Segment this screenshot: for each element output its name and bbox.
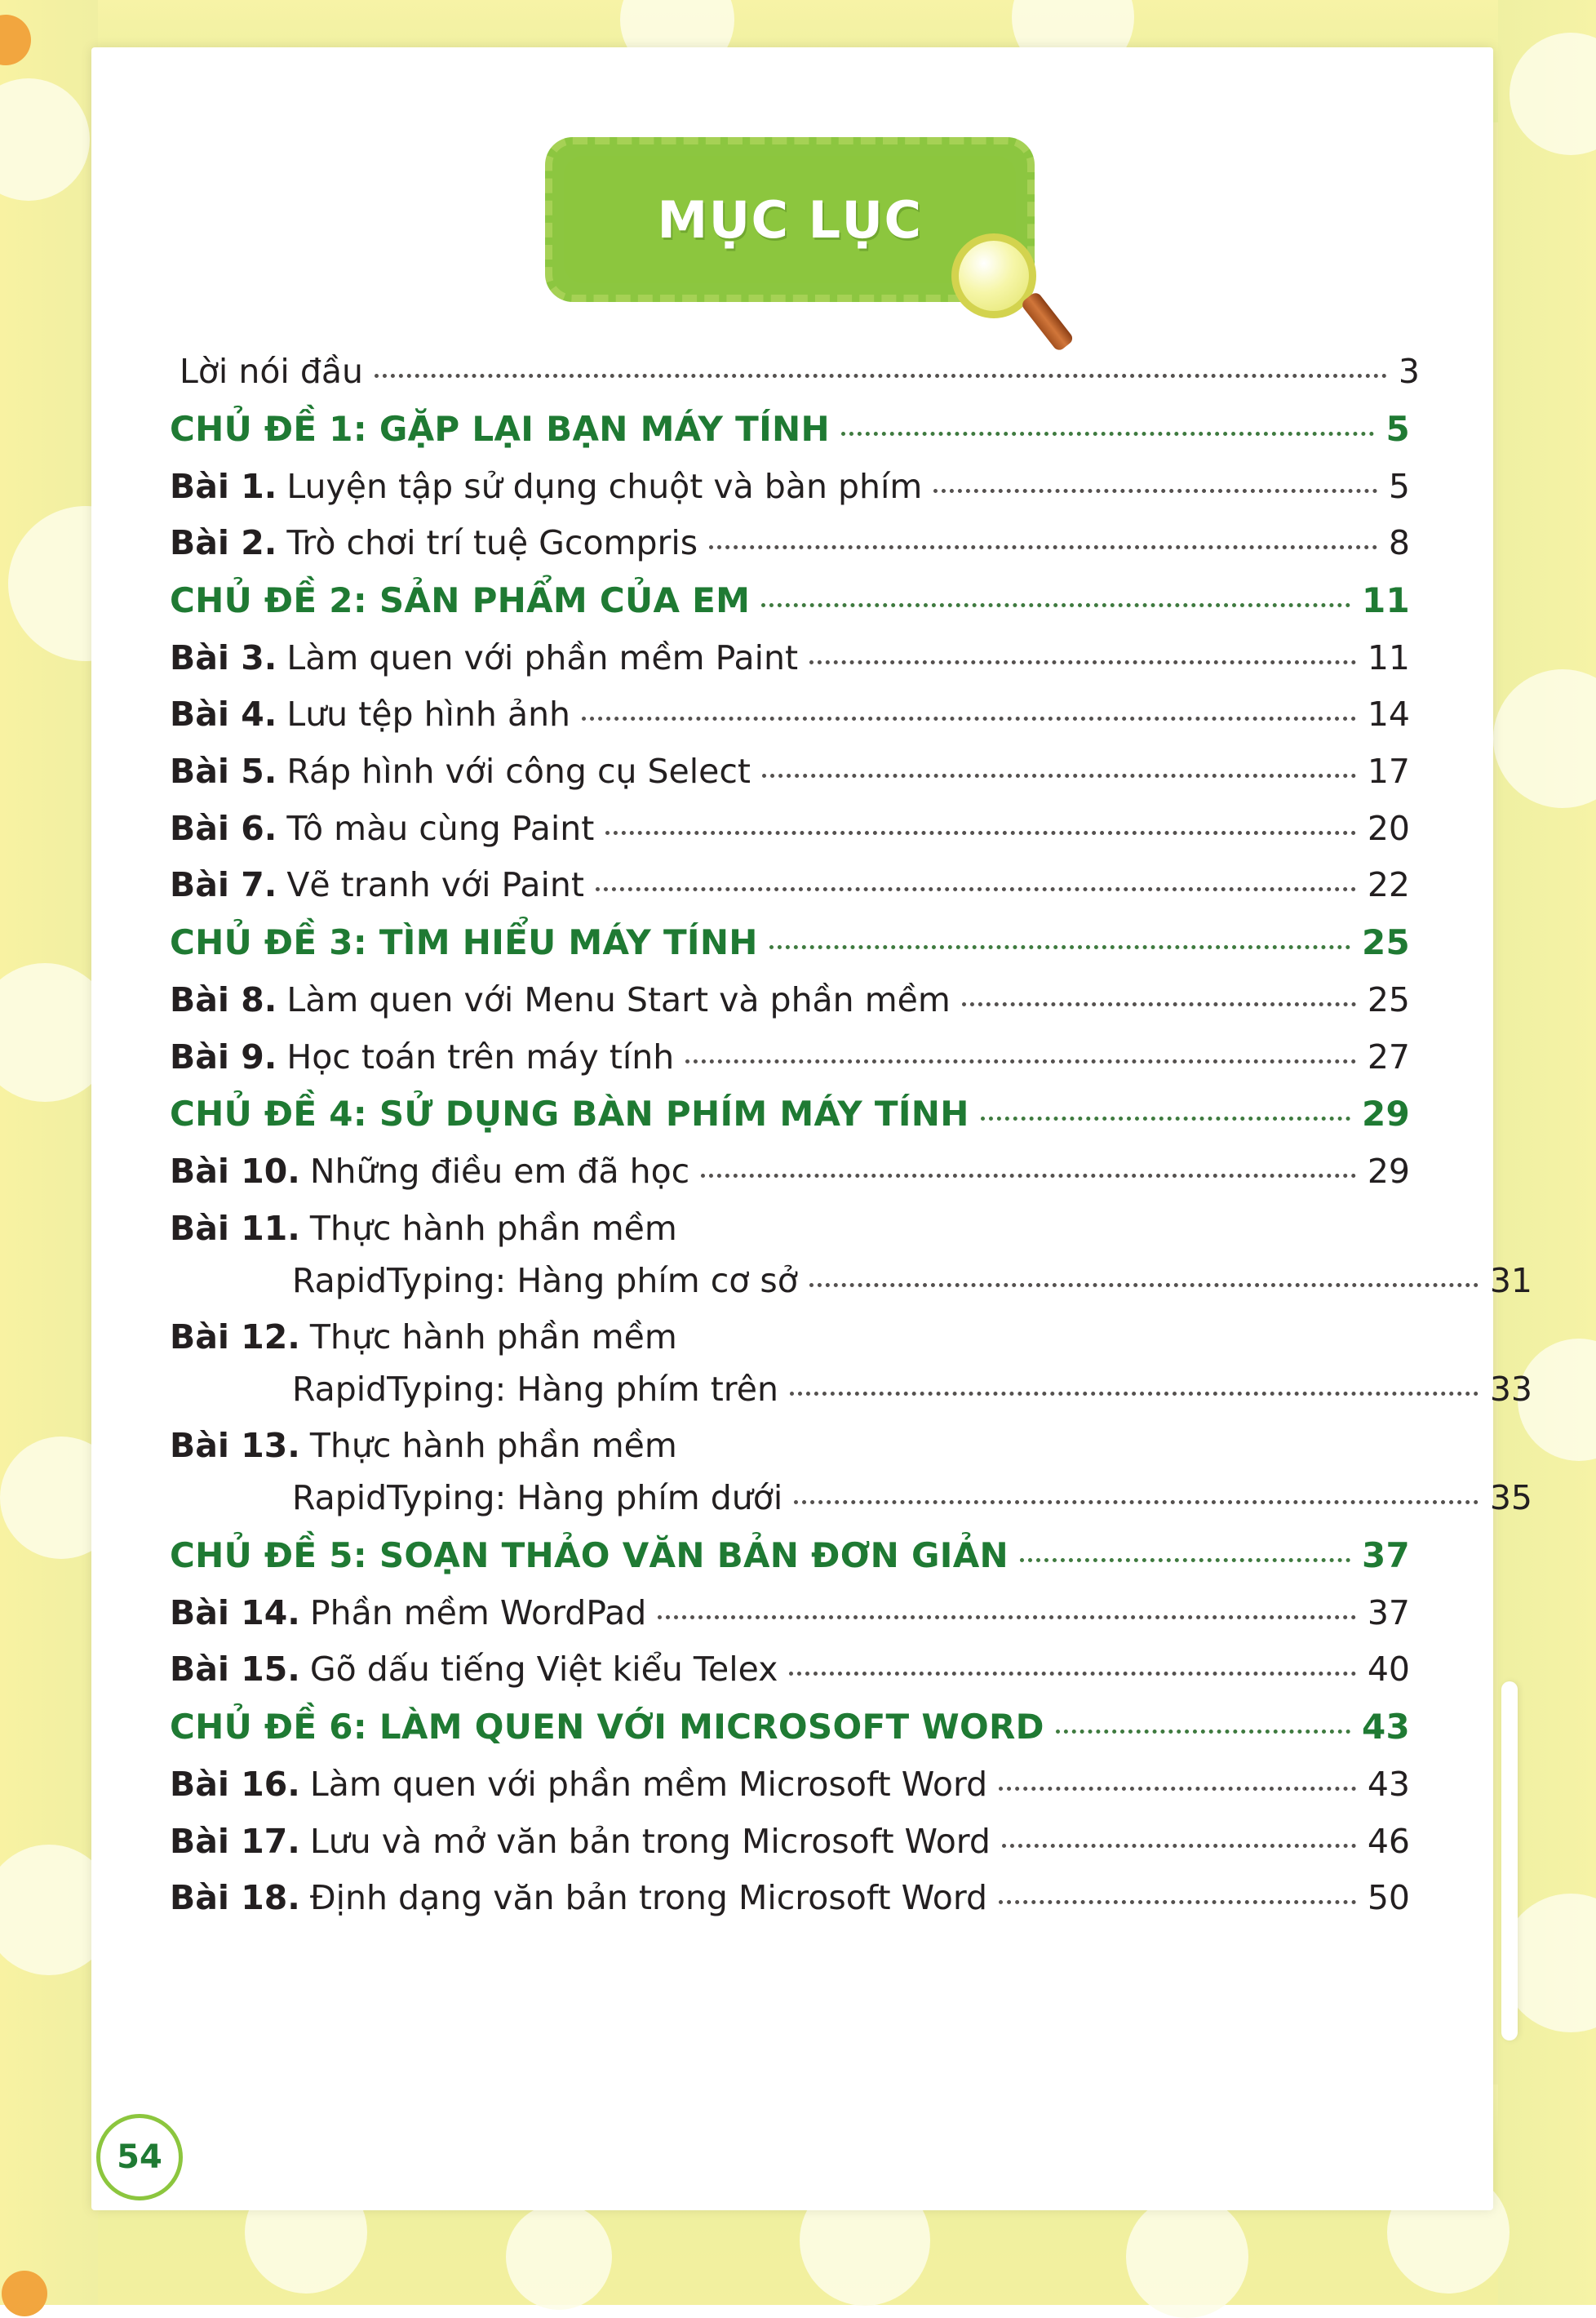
toc-lesson-number: Bài 7. — [170, 865, 277, 905]
toc-entry-label: CHỦ ĐỀ 4: SỬ DỤNG BÀN PHÍM MÁY TÍNH — [170, 1094, 969, 1135]
toc-entry-label: Lưu tệp hình ảnh — [286, 695, 571, 735]
toc-leader-dots — [981, 1116, 1350, 1121]
toc-entry-page: 37 — [1367, 1592, 1410, 1632]
toc-entry-label: Làm quen với Menu Start và phần mềm — [286, 979, 951, 1019]
toc-entry-label: Ráp hình với công cụ Select — [286, 752, 751, 792]
toc-leader-dots — [999, 1899, 1356, 1904]
toc-leader-dots — [375, 373, 1387, 378]
toc-leader-dots — [605, 830, 1356, 835]
toc-lesson-number: Bài 18. — [170, 1878, 300, 1918]
toc-entry-lesson-13-continuation[interactable] — [292, 1477, 1532, 1520]
toc-entry-label: Thực hành phần mềm — [309, 1208, 677, 1248]
toc-entry-page: 22 — [1367, 865, 1410, 905]
toc-entry-page: 33 — [1489, 1369, 1532, 1409]
toc-leader-dots — [596, 886, 1356, 891]
toc-leader-dots — [790, 1391, 1479, 1396]
toc-entry-label: Lưu và mở văn bản trong Microsoft Word — [309, 1821, 991, 1861]
toc-entry-lesson-16[interactable] — [170, 1764, 1410, 1806]
toc-entry-lesson-6[interactable] — [170, 808, 1410, 850]
toc-entry-preface[interactable] — [180, 351, 1420, 393]
toc-entry-label: Tô màu cùng Paint — [286, 808, 595, 848]
toc-entry-page: 17 — [1367, 752, 1410, 792]
toc-entry-label: Làm quen với phần mềm Paint — [286, 637, 799, 677]
toc-lesson-number: Bài 15. — [170, 1650, 300, 1690]
toc-entry-page: 11 — [1367, 637, 1410, 677]
toc-entry-label: Thực hành phần mềm — [309, 1426, 677, 1466]
toc-leader-dots — [809, 659, 1356, 664]
decorative-dot — [1126, 2196, 1248, 2318]
toc-entry-label: Định dạng văn bản trong Microsoft Word — [309, 1878, 987, 1918]
toc-lesson-number: Bài 10. — [170, 1152, 300, 1192]
toc-entry-page: 31 — [1489, 1260, 1532, 1300]
toc-leader-dots — [658, 1614, 1356, 1619]
toc-entry-page: 5 — [1388, 466, 1410, 506]
toc-entry-page: 25 — [1361, 922, 1410, 963]
toc-entry-label: Luyện tập sử dụng chuột và bàn phím — [286, 466, 923, 506]
toc-entry-page: 25 — [1367, 979, 1410, 1019]
toc-leader-dots — [809, 1282, 1479, 1287]
toc-entry-page: 43 — [1361, 1707, 1410, 1747]
table-of-contents — [170, 351, 1532, 1934]
toc-leader-dots — [761, 602, 1350, 607]
toc-entry-label: CHỦ ĐỀ 6: LÀM QUEN VỚI MICROSOFT WORD — [170, 1707, 1044, 1747]
toc-entry-label: RapidTyping: Hàng phím cơ sở — [292, 1260, 798, 1300]
toc-entry-page: 37 — [1361, 1534, 1410, 1575]
toc-entry-label: CHỦ ĐỀ 2: SẢN PHẨM CỦA EM — [170, 580, 751, 620]
toc-leader-dots — [582, 716, 1356, 721]
toc-leader-dots — [709, 544, 1377, 549]
toc-entry-page: 20 — [1367, 808, 1410, 848]
toc-chapter-2[interactable] — [170, 580, 1410, 623]
toc-entry-page: 11 — [1361, 580, 1410, 620]
toc-leader-dots — [933, 488, 1377, 493]
toc-entry-lesson-4[interactable] — [170, 694, 1410, 736]
toc-entry-lesson-1[interactable] — [170, 466, 1410, 508]
toc-lesson-number: Bài 16. — [170, 1764, 300, 1804]
toc-entry-lesson-13[interactable] — [170, 1425, 1410, 1468]
toc-entry-label: Gõ dấu tiếng Việt kiểu Telex — [309, 1650, 778, 1690]
toc-lesson-number: Bài 4. — [170, 695, 277, 735]
toc-chapter-6[interactable] — [170, 1706, 1410, 1749]
magnifier-handle — [1020, 291, 1075, 353]
toc-leader-dots — [769, 944, 1350, 949]
title-banner — [545, 137, 1035, 309]
toc-entry-lesson-11-continuation[interactable] — [292, 1260, 1532, 1303]
toc-entry-label: Làm quen với phần mềm Microsoft Word — [309, 1764, 988, 1804]
toc-leader-dots — [762, 773, 1356, 778]
toc-entry-lesson-12[interactable] — [170, 1317, 1410, 1359]
toc-entry-label: RapidTyping: Hàng phím dưới — [292, 1478, 783, 1518]
toc-entry-lesson-14[interactable] — [170, 1592, 1410, 1635]
toc-entry-lesson-9[interactable] — [170, 1037, 1410, 1079]
toc-lesson-number: Bài 12. — [170, 1317, 300, 1357]
toc-lesson-number: Bài 11. — [170, 1208, 300, 1248]
toc-entry-page: 29 — [1367, 1152, 1410, 1192]
toc-entry-label: Vẽ tranh với Paint — [286, 865, 584, 905]
toc-entry-label: RapidTyping: Hàng phím trên — [292, 1369, 778, 1409]
page-edge-curl — [1501, 1681, 1518, 2040]
toc-chapter-1[interactable] — [170, 408, 1410, 451]
toc-entry-label: Thực hành phần mềm — [309, 1317, 677, 1357]
toc-entry-page: 43 — [1367, 1764, 1410, 1804]
toc-entry-page: 8 — [1388, 523, 1410, 563]
toc-entry-lesson-17[interactable] — [170, 1821, 1410, 1863]
toc-entry-page: 27 — [1367, 1037, 1410, 1077]
toc-entry-label: Những điều em đã học — [309, 1152, 690, 1192]
toc-lesson-number: Bài 9. — [170, 1037, 277, 1077]
toc-leader-dots — [789, 1671, 1355, 1676]
toc-entry-lesson-10[interactable] — [170, 1151, 1410, 1193]
toc-leader-dots — [841, 431, 1375, 436]
toc-leader-dots — [701, 1173, 1356, 1178]
toc-chapter-3[interactable] — [170, 921, 1410, 965]
toc-leader-dots — [999, 1786, 1356, 1791]
toc-lesson-number: Bài 1. — [170, 466, 277, 506]
toc-entry-lesson-2[interactable] — [170, 522, 1410, 565]
toc-entry-lesson-5[interactable] — [170, 751, 1410, 793]
toc-lesson-number: Bài 8. — [170, 979, 277, 1019]
toc-entry-lesson-15[interactable] — [170, 1649, 1410, 1691]
toc-entry-page: 3 — [1398, 352, 1420, 391]
toc-leader-dots — [1056, 1729, 1350, 1734]
toc-entry-lesson-7[interactable] — [170, 864, 1410, 907]
decorative-accent-dot — [2, 2271, 47, 2316]
toc-entry-page: 14 — [1367, 695, 1410, 735]
toc-entry-label: Học toán trên máy tính — [286, 1037, 675, 1077]
toc-lesson-number: Bài 5. — [170, 752, 277, 792]
page-title: MỤC LỤC — [657, 189, 923, 250]
toc-lesson-number: Bài 3. — [170, 637, 277, 677]
toc-entry-page: 40 — [1367, 1650, 1410, 1690]
toc-entry-label: CHỦ ĐỀ 1: GẶP LẠI BẠN MÁY TÍNH — [170, 408, 830, 449]
toc-entry-page: 46 — [1367, 1821, 1410, 1861]
toc-leader-dots — [962, 1001, 1356, 1006]
page-number-badge: 54 — [96, 2114, 183, 2200]
toc-entry-page: 50 — [1367, 1878, 1410, 1918]
toc-entry-label: CHỦ ĐỀ 3: TÌM HIỂU MÁY TÍNH — [170, 922, 758, 963]
toc-lesson-number: Bài 14. — [170, 1592, 300, 1632]
toc-leader-dots — [1002, 1843, 1356, 1848]
toc-lesson-number: Bài 17. — [170, 1821, 300, 1861]
title-banner-inner — [564, 156, 1016, 283]
toc-leader-dots — [794, 1499, 1479, 1504]
toc-entry-label: CHỦ ĐỀ 5: SOẠN THẢO VĂN BẢN ĐƠN GIẢN — [170, 1534, 1009, 1575]
toc-entry-page: 5 — [1385, 408, 1410, 449]
toc-lesson-number: Bài 2. — [170, 523, 277, 563]
toc-chapter-4[interactable] — [170, 1093, 1410, 1136]
toc-entry-page: 35 — [1489, 1478, 1532, 1518]
toc-leader-dots — [1020, 1557, 1350, 1562]
toc-entry-lesson-3[interactable] — [170, 637, 1410, 680]
toc-lesson-number: Bài 13. — [170, 1426, 300, 1466]
toc-entry-lesson-12-continuation[interactable] — [292, 1369, 1532, 1411]
toc-chapter-5[interactable] — [170, 1534, 1410, 1578]
toc-leader-dots — [685, 1059, 1356, 1064]
toc-entry-label: Phần mềm WordPad — [309, 1592, 647, 1632]
toc-entry-lesson-11[interactable] — [170, 1208, 1410, 1250]
toc-lesson-number: Bài 6. — [170, 808, 277, 848]
toc-entry-label: Trò chơi trí tuệ Gcompris — [286, 523, 698, 563]
decorative-dot — [506, 2204, 612, 2310]
toc-entry-lesson-8[interactable] — [170, 979, 1410, 1022]
toc-entry-page: 29 — [1361, 1094, 1410, 1135]
toc-entry-label: Lời nói đầu — [180, 352, 363, 391]
toc-entry-lesson-18[interactable] — [170, 1877, 1410, 1920]
